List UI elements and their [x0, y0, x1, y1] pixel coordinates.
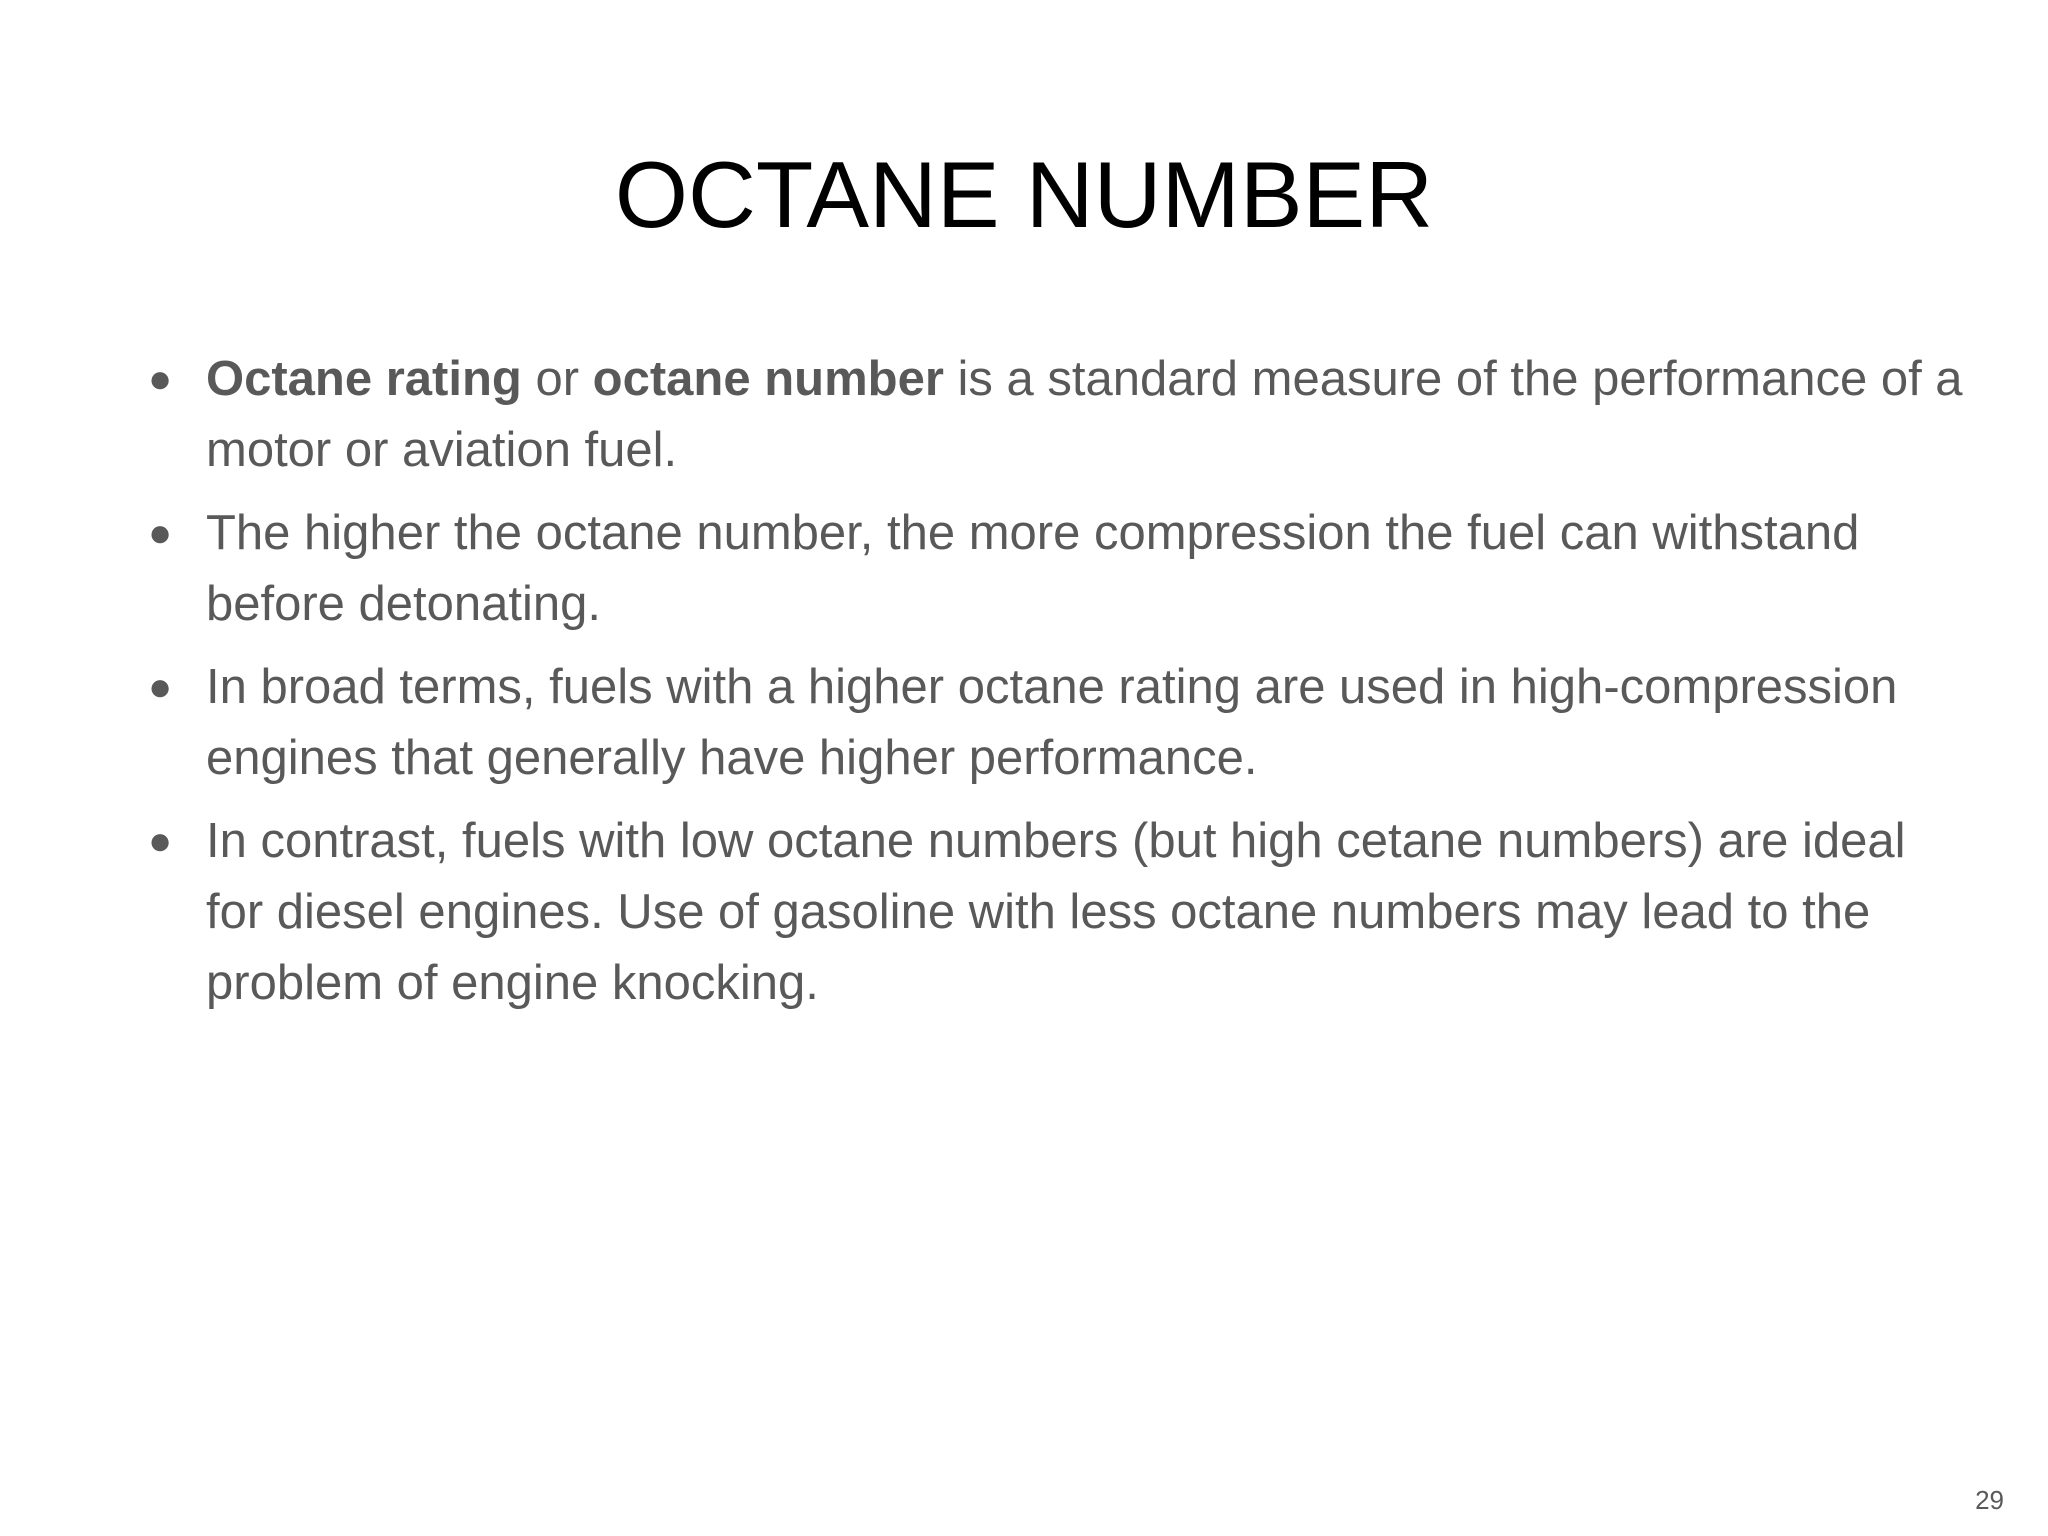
bullet-item-1 [148, 344, 1968, 486]
bullet-dot-icon: ● [148, 357, 173, 401]
bold-term-octane-rating: Octane rating [206, 352, 522, 406]
bullet-text-1 [206, 352, 1963, 477]
slide-title: OCTANE NUMBER [614, 142, 1434, 247]
bullet-text-1-part-4: is a standard measure of the performance of a motor or aviation fuel. [206, 352, 1963, 477]
bullet-text-4: In contrast, fuels with low octane numbers (but high cetane numbers) are ideal for diesel engines. Use of gasoline with less octane numbers may lead to the problem of engine knocking. [206, 814, 1906, 1010]
bullet-item-4 [148, 806, 1968, 1019]
bold-term-octane-number: octane number [592, 352, 944, 406]
bullet-text-2: The higher the octane number, the more compression the fuel can withstand before detonating. [206, 506, 1860, 631]
bullet-dot-icon: ● [148, 511, 173, 555]
bullet-dot-icon: ● [148, 819, 173, 863]
bullet-list [148, 344, 1968, 1031]
bullet-text-1-part-2: or [521, 352, 593, 406]
page-number: 29 [1975, 1485, 2004, 1515]
bullet-item-2 [148, 498, 1968, 640]
bullet-item-3 [148, 652, 1968, 794]
bullet-dot-icon: ● [148, 665, 173, 709]
bullet-text-3: In broad terms, fuels with a higher octane rating are used in high-compression engines that generally have higher performance. [206, 660, 1898, 785]
